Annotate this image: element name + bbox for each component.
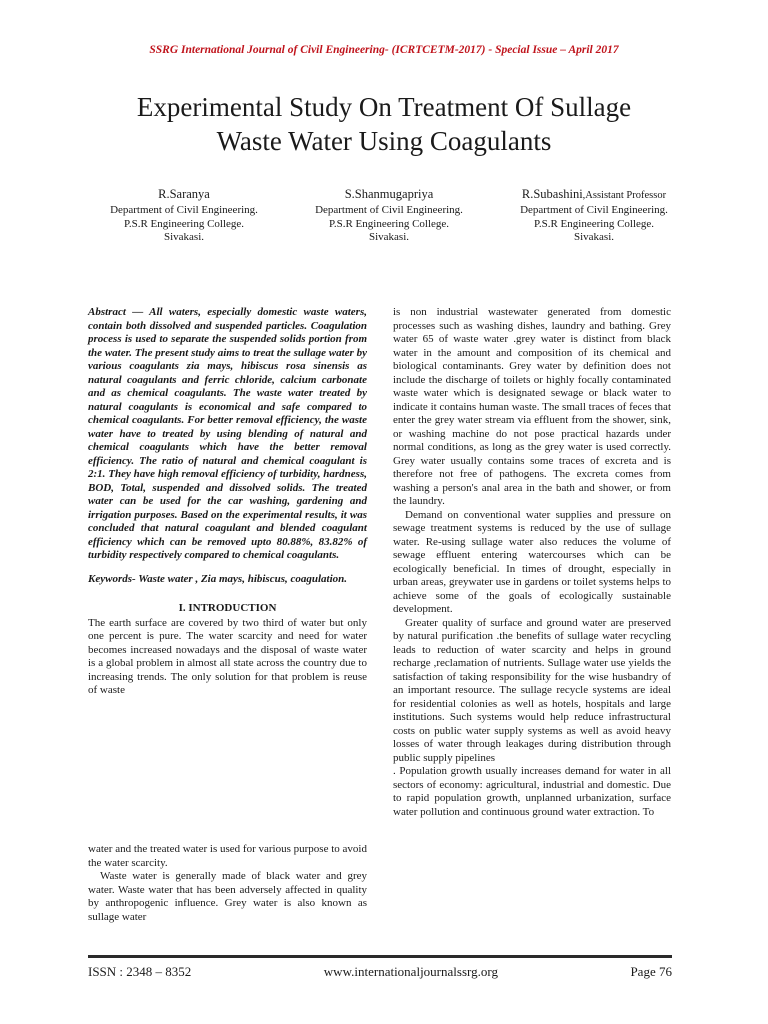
author-dept: Department of Civil Engineering. xyxy=(520,204,668,216)
author-dept: Department of Civil Engineering. xyxy=(110,204,258,216)
abstract xyxy=(88,306,367,563)
intro-paragraph-3: Waste water is generally made of black water and grey water. Waste water that has been adversely affected in quality by anthropogenic influence. Grey water is also known as sullage water xyxy=(88,870,367,923)
footer-issn: ISSN : 2348 – 8352 xyxy=(88,964,192,979)
author-block-2 xyxy=(289,186,489,245)
author-block-1 xyxy=(84,186,284,245)
title-line-2: Waste Water Using Coagulants xyxy=(216,126,552,156)
author-list xyxy=(84,186,694,245)
right-paragraph-4: . Population growth usually increases demand for water in all sectors of economy: agricultural, industrial and domestic. Due to rapid population growth, unplanned urbanization, surface water pollution and continuous ground water extraction. To xyxy=(393,765,671,818)
author-college: P.S.R Engineering College. xyxy=(328,217,450,230)
right-paragraph-1: is non industrial wastewater generated from domestic processes such as washing dishes, laundry and bathing. Grey water 65 of waste water .grey water is distinct from black water in the amount and composition of its chemical and biological contaminants. Grey water by definition does not include the discharge of toilets or highly focally contaminated waste water which is designated sewage or black water to indicate it contains human waste. The small traces of feces that enter the grey water stream via effluent from the shower, sink, or washing machine do not pose practical hazards under normal conditions, as long as the grey water is used correctly. Grey water usually contains some traces of excreta and is therefore not free of pathogens. The excreta comes from washing a person's anal area in the bath and shower, or from the laundry. xyxy=(393,306,671,507)
author-college: P.S.R Engineering College. xyxy=(123,217,245,230)
intro-paragraph-1: The earth surface are covered by two third of water but only one percent is pure. The water scarcity and need for water becomes increased nowadays and the disposal of waste water is a global problem in almost all state across the country due to increasing trends. The only solution for that problem is reuse of waste xyxy=(88,616,367,696)
left-column-bottom xyxy=(88,843,367,924)
page-footer xyxy=(88,964,672,980)
author-name: R.Saranya xyxy=(158,187,210,201)
abstract-heading: Abstract — xyxy=(88,306,144,318)
abstract-text: All waters, especially domestic waste waters, contain both dissolved and suspended particles. Coagulation process is used to separate the suspended solids portion from the water. The present study aims to treat the sullage water by various coagulants zia mays, hibiscus rosa sinensis as natural coagulants and ferric chloride, calcium carbonate and as chemical coagulants. The waste water treated by natural coagulants is economical and safe compared to chemical coagulants. For better removal efficiency, the waste water have to treated by using blending of natural and chemical coagulants which have the better removal efficiency. The ratio of natural and chemical coagulant is 2:1. They have high removal efficiency of turbidity, hardness, BOD, Total, suspended and dissolved solids. The treated water can be used for the car washing, gardening and irrigation purposes. Based on the experimental results, it was concluded that natural coagulant and blended coagulant efficiency which can be removed upto 80.88%, 83.82% of turbidity respectively compared to chemical coagulants. xyxy=(88,306,367,561)
right-paragraph-3: Greater quality of surface and ground water are preserved by natural purification .the benefits of sullage water recycling leads to reduction of water scarcity and helps in ground recharge ,reclamation of nutrients. Sullage water use yields the satisfaction of taking responsibility for the wise husbandry of an important resource. The sullage recycle systems are ideal for residential colonies as well as hotels, hospitals and large institutions. Such systems would help reduce infrastructural costs on public water supply systems as well as avoid heavy losses of water through leakages during distribution through public supply pipelines xyxy=(393,616,671,764)
keywords: Keywords- Waste water , Zia mays, hibiscus, coagulation. xyxy=(88,572,348,585)
journal-header: SSRG International Journal of Civil Engineering- (ICRTCETM-2017) - Special Issue – April 2017 xyxy=(149,44,619,56)
right-paragraph-2: Demand on conventional water supplies and pressure on sewage treatment systems is reduced by the use of sullage water. Re-using sullage water also reduces the volume of sewage effluent entering watercourses which can be ecologically beneficial. In times of drought, especially in urban areas, greywater use in gardens or toilet systems helps to achieve some of the goals of ecologically sustainable development. xyxy=(393,508,671,615)
author-city: Sivakasi. xyxy=(163,231,205,243)
left-column-top xyxy=(88,306,367,698)
author-city: Sivakasi. xyxy=(368,231,410,243)
author-name: R.Subashini,Assistant Professor xyxy=(521,187,667,201)
footer-page-number: Page 76 xyxy=(630,964,672,979)
footer-divider xyxy=(88,955,672,958)
author-dept: Department of Civil Engineering. xyxy=(315,204,463,216)
paper-title xyxy=(40,90,728,158)
author-city: Sivakasi. xyxy=(573,231,615,243)
right-column xyxy=(393,306,671,819)
intro-paragraph-2: water and the treated water is used for various purpose to avoid the water scarcity. xyxy=(88,843,367,869)
title-line-1: Experimental Study On Treatment Of Sullage xyxy=(136,92,632,122)
author-name: S.Shanmugapriya xyxy=(344,187,434,201)
footer-url[interactable]: www.internationaljournalssrg.org xyxy=(323,964,498,979)
author-college: P.S.R Engineering College. xyxy=(533,217,655,230)
author-block-3 xyxy=(494,186,694,245)
section-heading-introduction: I. INTRODUCTION xyxy=(178,602,277,614)
